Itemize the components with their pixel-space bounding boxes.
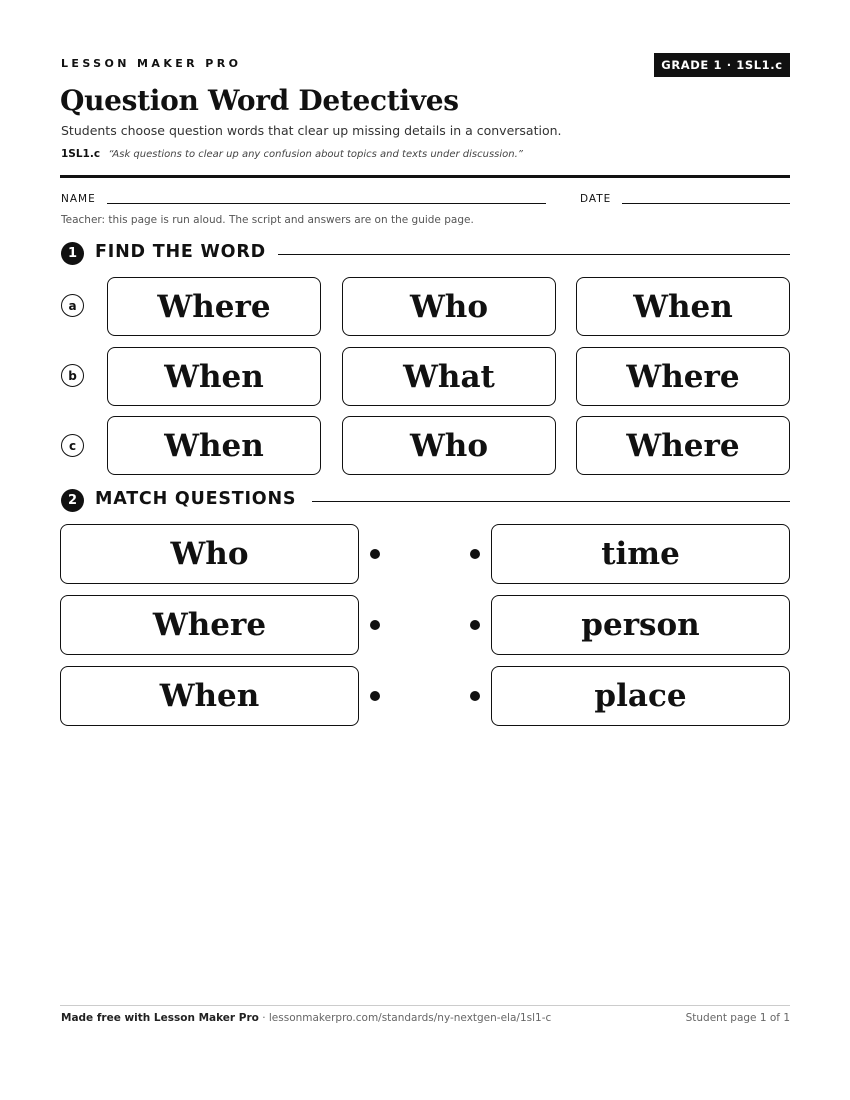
page-subtitle: Students choose question words that clear up missing details in a conversation. (61, 123, 562, 138)
choice-c-3[interactable]: Where (576, 416, 790, 475)
standard-text: “Ask questions to clear up any confusion about topics and texts under discussion.” (108, 149, 523, 160)
match-left-1[interactable]: Who (60, 524, 359, 584)
choice-a-2[interactable]: Who (342, 277, 556, 336)
row-label-a: a (61, 294, 84, 317)
choice-b-1[interactable]: When (107, 347, 321, 406)
footer-credit (61, 1012, 551, 1024)
choice-a-1[interactable]: Where (107, 277, 321, 336)
section-1-rule (278, 254, 790, 255)
standard-line (61, 148, 523, 160)
match-dot-left-2[interactable] (370, 620, 380, 630)
teacher-note: Teacher: this page is run aloud. The script and answers are on the guide page. (61, 214, 474, 226)
footer-made-with: Made free with Lesson Maker Pro (61, 1012, 259, 1024)
row-label-b: b (61, 364, 84, 387)
header-divider (60, 175, 790, 178)
footer-page-number: Student page 1 of 1 (685, 1012, 790, 1024)
row-label-c: c (61, 434, 84, 457)
section-2-title: MATCH QUESTIONS (95, 489, 297, 509)
match-right-3[interactable]: place (491, 666, 790, 726)
match-dot-right-1[interactable] (470, 549, 480, 559)
choice-b-3[interactable]: Where (576, 347, 790, 406)
footer-url[interactable]: · lessonmakerpro.com/standards/ny-nextgen-ela/1sl1-c (258, 1012, 552, 1024)
choice-a-3[interactable]: When (576, 277, 790, 336)
match-dot-left-1[interactable] (370, 549, 380, 559)
page-title: Question Word Detectives (60, 84, 459, 117)
match-right-2[interactable]: person (491, 595, 790, 655)
footer-divider (60, 1005, 790, 1006)
grade-badge: GRADE 1 · 1SL1.c (654, 53, 790, 77)
section-2-number: 2 (61, 489, 84, 512)
date-label: DATE (580, 193, 612, 205)
match-left-3[interactable]: When (60, 666, 359, 726)
match-dot-right-3[interactable] (470, 691, 480, 701)
standard-code: 1SL1.c (61, 148, 101, 160)
match-dot-left-3[interactable] (370, 691, 380, 701)
name-field[interactable] (107, 203, 546, 204)
match-dot-right-2[interactable] (470, 620, 480, 630)
match-left-2[interactable]: Where (60, 595, 359, 655)
brand-name: LESSON MAKER PRO (61, 57, 242, 70)
choice-c-2[interactable]: Who (342, 416, 556, 475)
section-2-rule (312, 501, 790, 502)
choice-b-2[interactable]: What (342, 347, 556, 406)
choice-c-1[interactable]: When (107, 416, 321, 475)
match-right-1[interactable]: time (491, 524, 790, 584)
date-field[interactable] (622, 203, 790, 204)
name-label: NAME (61, 193, 96, 205)
section-1-number: 1 (61, 242, 84, 265)
section-1-title: FIND THE WORD (95, 242, 266, 262)
